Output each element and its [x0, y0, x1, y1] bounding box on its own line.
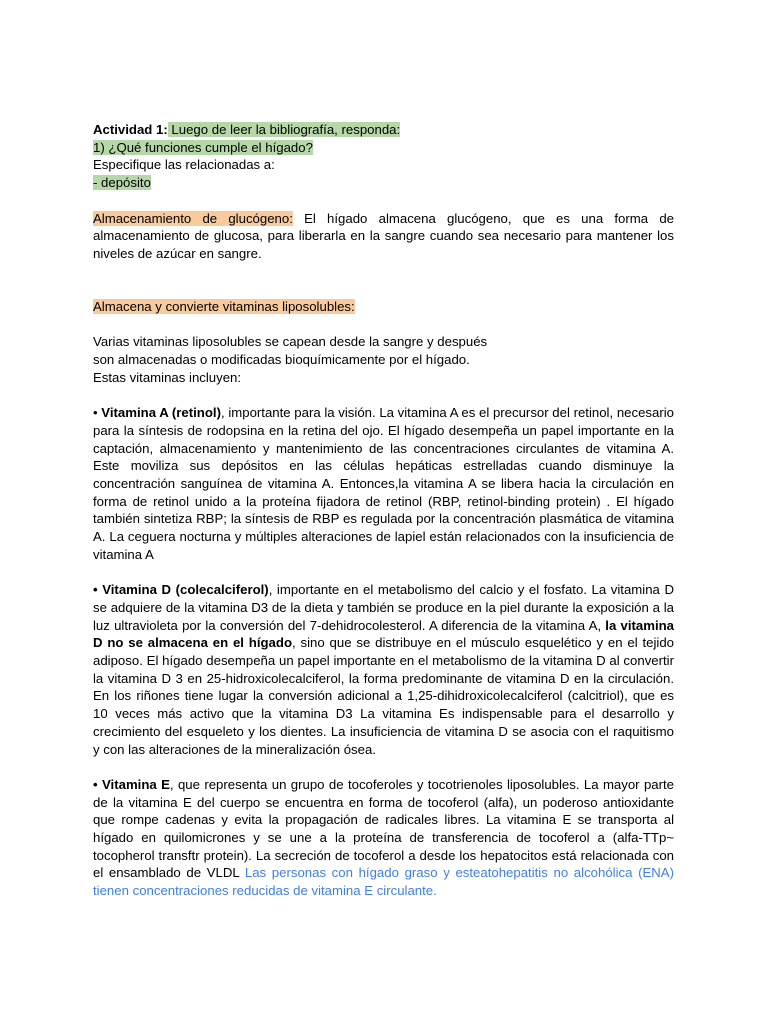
vitamins-heading-line	[93, 298, 674, 316]
vitamin-e-paragraph	[93, 776, 674, 900]
vitamin-e-name: Vitamina E	[102, 776, 170, 792]
specify-line: Especifique las relacionadas a:	[93, 157, 275, 173]
vitamins-intro-3: Estas vitaminas incluyen:	[93, 369, 242, 385]
vitamin-d-text-2: , sino que se distribuye en el músculo esquelético y en el tejido adiposo. El hígado desempeña un papel importante en el metabolismo de la vitamina D al convertir la vitamina D 3 en 25-hidroxicolecalciferol, la forma predominante de vitamina D en la circulación. En los riñones tiene lugar la conversión adicional a 1,25-dihidroxicolecalciferol (calcitriol), que es 10 veces más activo que la vitamina D3 La vitamina Es indispensable para el desarrollo y crecimiento del esqueleto y los dientes. La insuficiencia de vitamina D se asocia con el raquitismo y con las alteraciones de la mineralización ósea.	[93, 635, 674, 757]
vitamin-a-bullet: •	[93, 405, 102, 421]
vitamin-e-text: , que representa un grupo de tocoferoles y tocotrienoles liposolubles. La mayor parte de la vitamina E del cuerpo se encuentra en forma de tocoferol (alfa), un poderoso antioxidante que rompe cadenas y evita la propagación de radicales libres. La vitamina E se transporta al hígado en quilomicrones y se une a la proteína de transferencia de tocoferol a (alfa-TTp~ tocopherol transftr protein). La secreción de tocoferol a desde los hepatocitos está relacionada con el ensamblado de VLDL	[93, 776, 675, 881]
activity-title-line	[93, 121, 674, 139]
topic-text: - depósito	[93, 175, 151, 191]
activity-prompt: Luego de leer la bibliografía, responda:	[167, 122, 401, 137]
vitamin-d-text-1: , importante en el metabolismo del calcio y el fosfato. La vitamina D se adquiere de la vitamina D3 de la dieta y también se produce en la piel durante la exposición a la luz ultravioleta por la conversión del 7-dehidrocolesterol. A diferencia de la vitamina A,	[93, 582, 674, 633]
vitamin-a-text: , importante para la visión. La vitamina A es el precursor del retinol, necesario para la síntesis de rodopsina en la retina del ojo. El hígado desempeña un papel importante en la captación, almacenamiento y mantenimiento de las concentraciones circulantes de vitamina A. Este moviliza sus depósitos en las células hepáticas estrelladas cuando disminuye la concentración sanguínea de vitamina A. Entonces,la vitamina A se libera hacia la circulación en forma de retinol unido a la proteína fijadora de retinol (RBP, retinol-binding protein) . El hígado también sintetiza RBP; la síntesis de RBP es regulada por la concentración plasmática de vitamina A. La ceguera nocturna y múltiples alteraciones de lapiel están relacionados con la insuficiencia de vitamina A	[93, 405, 675, 562]
vitamins-intro-2: son almacenadas o modificadas bioquímicamente por el hígado.	[93, 352, 470, 368]
topic-line	[93, 174, 674, 192]
vitamin-e-note: Las personas con hígado graso y esteatohepatitis no alcohólica (ENA) tienen concentraciones reducidas de vitamina E circulante.	[93, 865, 674, 899]
vitamin-a-name: Vitamina A (retinol)	[101, 405, 221, 421]
question-line	[93, 139, 674, 157]
vitamins-heading: Almacena y convierte vitaminas liposolubles:	[93, 299, 355, 314]
vitamin-d-name: Vitamina D (colecalciferol)	[102, 582, 269, 598]
document-page	[93, 121, 674, 900]
glycogen-paragraph	[93, 210, 674, 263]
vitamin-a-paragraph	[93, 404, 674, 563]
vitamin-d-paragraph	[93, 581, 674, 758]
glycogen-heading: Almacenamiento de glucógeno:	[93, 210, 293, 226]
vitamin-d-bullet: •	[93, 582, 103, 598]
question-text: 1) ¿Qué funciones cumple el hígado?	[93, 139, 313, 155]
vitamin-d-emphasis: la vitamina D no se almacena en el hígado	[93, 617, 675, 651]
activity-label: Actividad 1:	[93, 122, 168, 137]
vitamin-e-bullet: •	[93, 776, 102, 792]
glycogen-text: El hígado almacena glucógeno, que es una forma de almacenamiento de glucosa, para liberarla en la sangre cuando sea necesario para mantener los niveles de azúcar en sangre.	[93, 210, 674, 261]
vitamins-intro-1: Varias vitaminas liposolubles se capean desde la sangre y después	[93, 334, 488, 350]
